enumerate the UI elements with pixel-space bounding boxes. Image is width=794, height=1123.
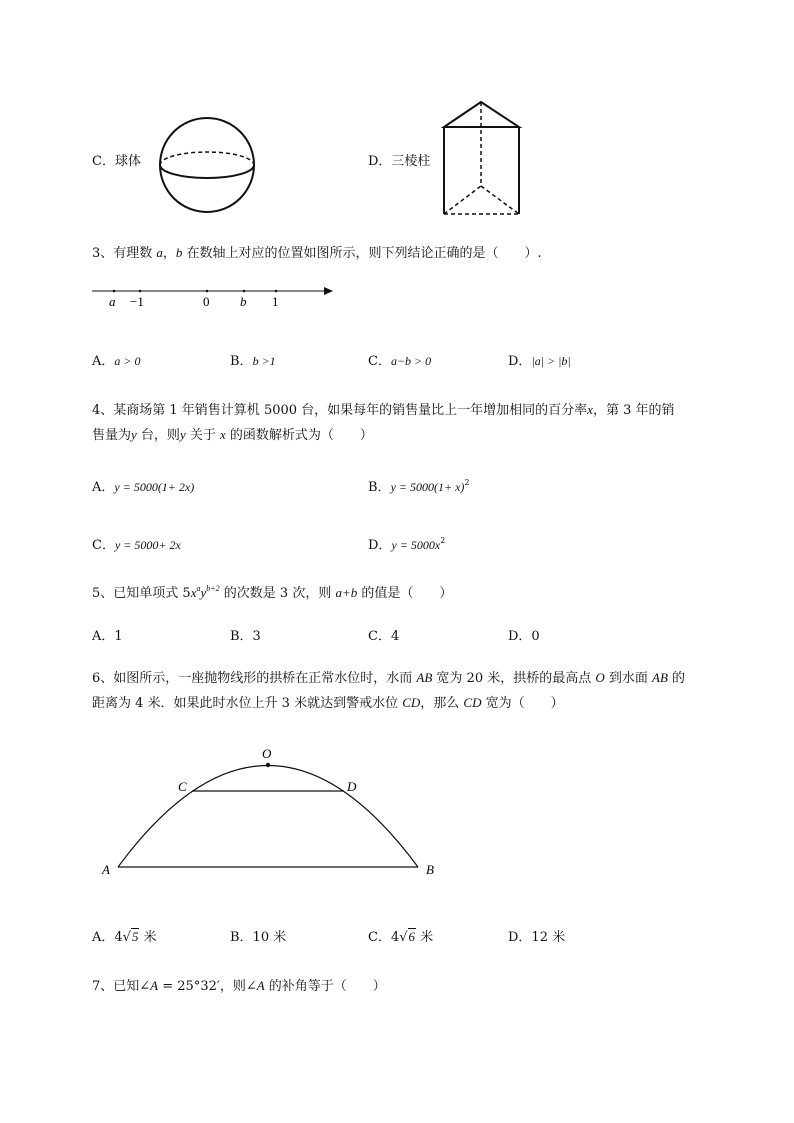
q6-stem-line1: 6、如图所示，一座抛物线形的拱桥在正常水位时，水而 AB 宽为 20 米，拱桥的最高点 O 到水面 AB 的 xyxy=(92,670,686,686)
q6-option-a: A．4√5 米 xyxy=(92,929,157,945)
axis-label-0: 0 xyxy=(203,294,210,309)
q4-stem-line2: 售量为y 台，则y 关于 x 的函数解析式为（ ） xyxy=(92,427,373,443)
q5-option-d: D．0 xyxy=(508,629,540,644)
axis-label-b: b xyxy=(240,294,247,309)
q6-option-c: C．4√6 米 xyxy=(368,929,434,945)
point-label-b: B xyxy=(426,862,434,877)
q7-stem: 7、已知∠A = 25°32′，则∠A 的补角等于（ ） xyxy=(92,978,386,994)
q4-option-d: D．$y = 5000x^2$ xyxy=(368,536,446,553)
q6-option-d: D．12 米 xyxy=(508,930,566,945)
q5-option-c: C．4 xyxy=(368,629,400,644)
triangular-prism-figure xyxy=(440,100,524,218)
q4-option-a: A．y = 5000(1+ 2x) xyxy=(92,480,195,495)
point-label-a: A xyxy=(102,862,110,877)
q6-option-b: B．10 米 xyxy=(230,930,287,945)
axis-label-1: 1 xyxy=(272,294,279,309)
q5-option-b: B．3 xyxy=(230,629,261,644)
q3-option-c: C．a−b > 0 xyxy=(368,354,432,369)
point-label-o: O xyxy=(262,746,272,761)
axis-label-neg1: −1 xyxy=(130,294,144,309)
q3-option-a: A．a > 0 xyxy=(92,354,141,369)
q4-option-b: B．$y = 5000(1+ x)^2$ xyxy=(368,478,470,495)
q5-stem: 5、已知单项式 $5x^ay^{b+2}$ 的次数是 3 次，则 a+b 的值是（ ） xyxy=(92,584,453,601)
q5-option-a: A．1 xyxy=(92,629,123,644)
sphere-figure xyxy=(158,118,258,214)
number-line xyxy=(92,282,337,312)
q3-option-b: B．b >1 xyxy=(230,354,276,369)
axis-label-a: a xyxy=(109,294,116,309)
q4-option-c: C．y = 5000+ 2x xyxy=(92,538,181,553)
q3-option-d: D．|a| > |b| xyxy=(508,354,571,369)
point-label-c: C xyxy=(178,779,187,794)
parabolic-bridge-figure xyxy=(96,740,446,880)
point-label-d: D xyxy=(347,779,357,794)
q2-option-d: D．三棱柱 xyxy=(368,154,431,169)
q2-option-c: C．球体 xyxy=(92,154,141,169)
q4-stem-line1: 4、某商场第 1 年销售计算机 5000 台，如果每年的销售量比上一年增加相同的百分率x，第 3 年的销 xyxy=(92,402,675,418)
q6-stem-line2: 距离为 4 米．如果此时水位上升 3 米就达到警戒水位 CD，那么 CD 宽为（ ） xyxy=(92,695,564,711)
q3-stem: 3、有理数 a，b 在数轴上对应的位置如图所示，则下列结论正确的是（ ）. xyxy=(92,245,542,261)
